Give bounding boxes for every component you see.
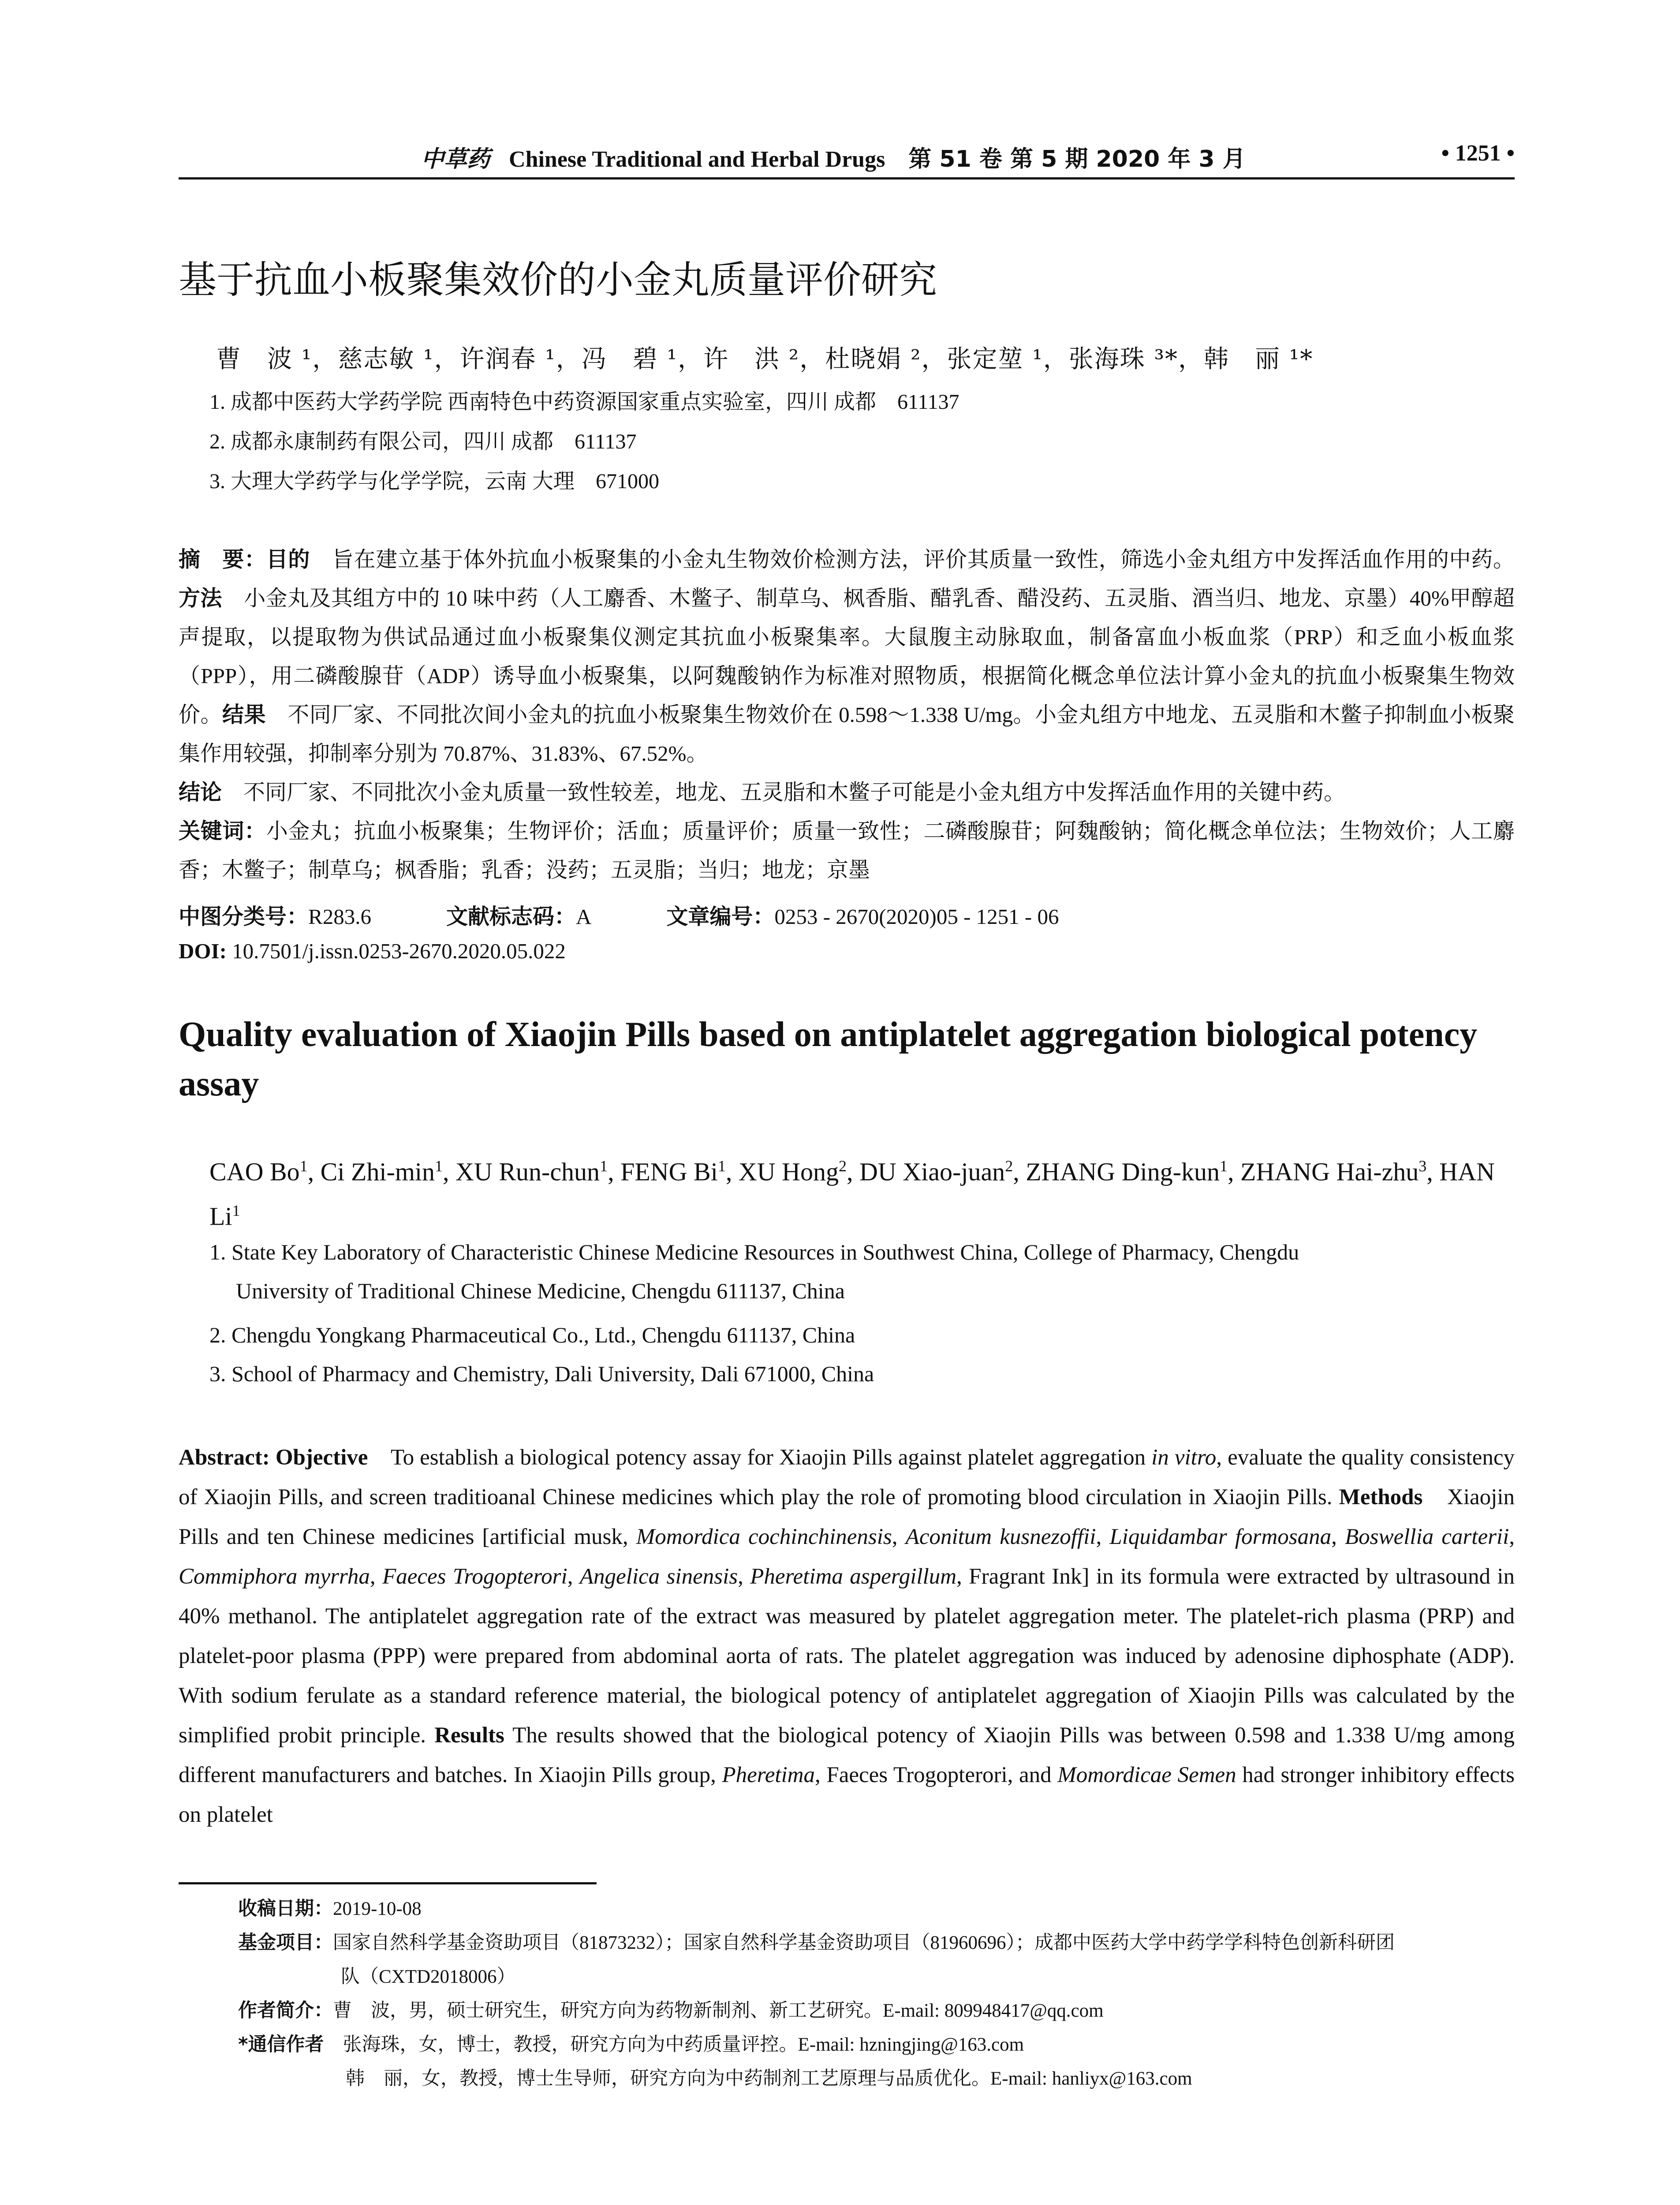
- english-author-affiliation-marker: 1: [299, 1157, 308, 1175]
- journal-logo: 中草药: [421, 146, 490, 172]
- en-pheretima: Pheretima: [722, 1763, 815, 1787]
- english-author-affiliation-marker: 1: [232, 1202, 240, 1220]
- journal-line: [421, 140, 1246, 173]
- en-methods-label: Methods: [1339, 1485, 1423, 1510]
- objective-label: 目的: [266, 547, 310, 572]
- methods-label: 方法: [179, 586, 222, 611]
- article-no-value: 0253 - 2670(2020)05 - 1251 - 06: [774, 904, 1059, 929]
- en-species-6: Faeces Trogopterori: [382, 1564, 567, 1589]
- author-bio-text: 曹 波，男，硕士研究生，研究方向为药物新制剂、新工艺研究。E-mail: 809948417@qq.com: [333, 2000, 1104, 2021]
- doi-value: 10.7501/j.issn.0253-2670.2020.05.022: [226, 939, 566, 963]
- chinese-authors: 曹 波 ¹，慈志敏 ¹，许润春 ¹，冯 碧 ¹，许 洪 ²，杜晓娟 ²，张定堃 ¹，张海珠 ³*，韩 丽 ¹*: [216, 345, 1314, 374]
- en-methods-text-1: Xiaojin Pills and ten Chinese medicines [artificial musk,: [179, 1485, 1515, 1549]
- journal-issue: 第 51 卷 第 5 期 2020 年 3 月: [908, 146, 1246, 172]
- en-results-text-1: The results showed that the biological potency of Xiaojin Pills was between 0.598 and 1.338 U/mg among different manufacturers and batches. In Xiaojin Pills group,: [179, 1723, 1515, 1787]
- chinese-affiliation-1: 1. 成都中医药大学药学院 西南特色中药资源国家重点实验室，四川 成都 611137: [209, 390, 959, 414]
- en-species-5: Commiphora myrrha: [179, 1564, 370, 1589]
- en-species-1: Momordica cochinchinensis: [636, 1525, 892, 1549]
- classification-line: [179, 900, 1059, 931]
- english-affiliation-3: 3. School of Pharmacy and Chemistry, Dali University, Dali 671000, China: [209, 1361, 874, 1386]
- english-author-name: ZHANG Ding-kun: [1026, 1157, 1220, 1186]
- chinese-affiliation-3: 3. 大理大学药学与化学学院，云南 大理 671000: [209, 470, 660, 493]
- clc-label: 中图分类号：: [179, 904, 309, 929]
- en-species-7: Angelica sinensis: [579, 1564, 738, 1589]
- conclusion-text: 不同厂家、不同批次小金丸质量一致性较差，地龙、五灵脂和木鳖子可能是小金丸组方中发挥活血作用的关键中药。: [222, 780, 1346, 804]
- clc-value: R283.6: [308, 904, 371, 929]
- page-number: • 1251 •: [1441, 141, 1515, 166]
- footnote-fund: [238, 1926, 1515, 1960]
- english-author-affiliation-marker: 2: [1005, 1157, 1013, 1175]
- objective-text: 旨在建立基于体外抗血小板聚集的小金丸生物效价检测方法，评价其质量一致性，筛选小金丸组方中发挥活血作用的中药。: [310, 547, 1515, 572]
- journal-name: Chinese Traditional and Herbal Drugs: [509, 147, 885, 172]
- conclusion-label: 结论: [179, 780, 222, 805]
- methods-text: 小金丸及其组方中的 10 味中药（人工麝香、木鳖子、制草乌、枫香脂、醋乳香、醋没药、五灵脂、酒当归、地龙、京墨）40%甲醇超声提取，以提取物为供试品通过血小板聚集仪测定其抗血小板聚集率。大鼠腹主动脉取血，制备富血小板血浆（PRP）和乏血小板血浆（PPP），用二磷酸腺苷（ADP）诱导血小板聚集，以阿魏酸钠作为标准对照物质，根据简化概念单位法计算小金丸的抗血小板聚集生物效价。: [179, 586, 1515, 727]
- footnote-author: [238, 1994, 1515, 2028]
- author-bio-label: 作者简介：: [238, 1999, 333, 2022]
- english-author-name: XU Hong: [738, 1157, 839, 1186]
- english-authors: CAO Bo$^1$, Ci Zhi-$\min^1$, XU Run-chun$^1$, FENG Bi$^1$, XU Hong$^2$, DU Xiao-juan$^2$, ZHANG Ding-kun$^1$, ZHANG Hai-zhu$^3$, HAN Li$^1$: [209, 1157, 1495, 1231]
- english-affiliation-1-line-2: University of Traditional Chinese Medicine, Chengdu 611137, China: [236, 1278, 845, 1303]
- english-author-name: DU Xiao-juan: [859, 1157, 1005, 1186]
- chinese-affiliation-2: 2. 成都永康制药有限公司，四川 成都 611137: [209, 430, 637, 453]
- english-affiliation-1-line-1: 1. State Key Laboratory of Characteristic Chinese Medicine Resources in Southwest China, College of Pharmacy, Chengdu: [209, 1240, 1299, 1264]
- footnote-received: [238, 1892, 1515, 1926]
- english-author-name: FENG Bi: [620, 1157, 718, 1186]
- english-author-affiliation-marker: 1: [1219, 1157, 1228, 1175]
- chinese-title: 基于抗血小板聚集效价的小金丸质量评价研究: [179, 258, 937, 302]
- doc-code-value: A: [575, 904, 592, 929]
- doc-code-label: 文献标志码：: [446, 904, 576, 929]
- received-label: 收稿日期：: [238, 1898, 333, 1920]
- en-species-2: Aconitum kusnezoffii: [905, 1525, 1096, 1549]
- keywords-label: 关键词：: [179, 818, 266, 844]
- en-in-vitro: in vitro: [1151, 1445, 1217, 1470]
- en-species-8: Pheretima aspergillum: [750, 1564, 957, 1589]
- english-author-name: ZHANG Hai-zhu: [1240, 1157, 1419, 1186]
- english-author-name: HAN Li: [209, 1157, 1495, 1231]
- footnote-corresponding: [238, 2028, 1515, 2062]
- en-objective-text: To establish a biological potency assay for Xiaojin Pills against platelet aggregation: [368, 1445, 1152, 1470]
- corresponding-text-1: 张海珠，女，博士，教授，研究方向为中药质量评控。E-mail: hzningjing@163.com: [324, 2034, 1024, 2055]
- fund-text-1: 国家自然科学基金资助项目（81873232）；国家自然科学基金资助项目（81960696）；成都中医药大学中药学学科特色创新科研团: [333, 1932, 1395, 1953]
- en-methods-text-2: Fragrant Ink] in its formula were extracted by ultrasound in 40% methanol. The antiplatelet aggregation rate of the extract was measured by platelet aggregation meter. The platelet-rich plasma (PRP) and platelet-poor plasma (PPP) were prepared from abdominal aorta of rats. The platelet aggregation was induced by adenosine diphosphate (ADP). With sodium ferulate as a standard reference material, the biological potency of antiplatelet aggregation of Xiaojin Pills was calculated by the simplified probit principle.: [179, 1564, 1515, 1748]
- english-affiliation-2: 2. Chengdu Yongkang Pharmaceutical Co., Ltd., Chengdu 611137, China: [209, 1323, 855, 1347]
- english-author-name: XU Run-chun: [455, 1157, 600, 1186]
- footnote-corresponding-cont: 韩 丽，女，教授，博士生导师，研究方向为中药制剂工艺原理与品质优化。E-mail: hanliyx@163.com: [346, 2068, 1192, 2089]
- footnotes: [238, 1892, 1515, 2096]
- footnote-rule: [179, 1882, 597, 1884]
- en-results-text-3: had stronger inhibitory effects on platelet: [179, 1763, 1515, 1827]
- header-rule: [179, 177, 1515, 179]
- english-author-affiliation-marker: 1: [600, 1157, 608, 1175]
- english-abstract: Abstract: Objective To establish a biological potency assay for Xiaojin Pills against platelet aggregation in vitro, evaluate the quality consistency of Xiaojin Pills, and screen traditioanal Chinese medicines which play the role of promoting blood circulation in Xiaojin Pills. Methods Xiaojin Pills and ten Chinese medicines [artificial musk, Momordica cochinchinensis, Aconitum kusnezoffii, Liquidambar formosana, Boswellia carterii, Commiphora myrrha, Faeces Trogopterori, Angelica sinensis, Pheretima aspergillum, Fragrant Ink] in its formula were extracted by ultrasound in 40% methanol. The antiplatelet aggregation rate of the extract was measured by platelet aggregation meter. The platelet-rich plasma (PRP) and platelet-poor plasma (PPP) were prepared from abdominal aorta of rats. The platelet aggregation was induced by adenosine diphosphate (ADP). With sodium ferulate as a standard reference material, the biological potency of antiplatelet aggregation of Xiaojin Pills was calculated by the simplified probit principle. Results The results showed that the biological potency of Xiaojin Pills was between 0.598 and 1.338 U/mg among different manufacturers and batches. In Xiaojin Pills group, Pheretima, Faeces Trogopterori, and Momordicae Semen had stronger inhibitory effects on platelet: [179, 1445, 1515, 1827]
- fund-label: 基金项目：: [238, 1932, 333, 1954]
- en-abstract-label: Abstract: Objective: [179, 1445, 368, 1470]
- en-species-4: Boswellia carterii: [1344, 1525, 1509, 1549]
- doi-label: DOI:: [179, 939, 227, 963]
- en-results-text-2: , Faeces Trogopterori, and: [815, 1763, 1058, 1787]
- results-text: 不同厂家、不同批次间小金丸的抗血小板聚集生物效价在 0.598～1.338 U/mg。小金丸组方中地龙、五灵脂和木鳖子抑制血小板聚集作用较强，抑制率分别为 70.87%、31.83%、67.52%。: [179, 703, 1515, 766]
- english-author-affiliation-marker: 2: [839, 1157, 847, 1175]
- english-affiliation-1: [209, 1233, 1515, 1310]
- abstract-label: 摘 要：: [179, 547, 266, 572]
- running-header: [179, 140, 1515, 180]
- doi-line: [179, 938, 566, 964]
- english-title: Quality evaluation of Xiaojin Pills based on antiplatelet aggregation biological potency assay: [179, 1015, 1478, 1103]
- english-author-name: CAO Bo: [209, 1157, 300, 1186]
- keywords-text: 小金丸；抗血小板聚集；生物评价；活血；质量评价；质量一致性；二磷酸腺苷；阿魏酸钠；简化概念单位法；生物效价；人工麝香；木鳖子；制草乌；枫香脂；乳香；没药；五灵脂；当归；地龙；京墨: [179, 819, 1515, 882]
- en-species-3: Liquidambar formosana: [1109, 1525, 1332, 1549]
- english-author-name: Ci Zhi-min: [320, 1157, 435, 1186]
- en-objective-text-2: , evaluate the quality consistency of Xiaojin Pills, and screen traditioanal Chinese medicines which play the role of promoting blood circulation in Xiaojin Pills.: [179, 1445, 1515, 1510]
- corresponding-label: *通信作者: [238, 2033, 324, 2056]
- en-results-label: Results: [434, 1723, 504, 1748]
- english-author-affiliation-marker: 1: [717, 1157, 726, 1175]
- en-momordicae: Momordicae Semen: [1057, 1763, 1236, 1787]
- chinese-abstract: [179, 540, 1515, 889]
- results-label: 结果: [222, 702, 266, 727]
- article-no-label: 文章编号：: [666, 904, 775, 929]
- english-author-affiliation-marker: 1: [435, 1157, 443, 1175]
- received-date: 2019-10-08: [333, 1899, 422, 1919]
- footnote-fund-cont: 队（CXTD2018006）: [341, 1966, 516, 1987]
- english-author-affiliation-marker: 3: [1419, 1157, 1427, 1175]
